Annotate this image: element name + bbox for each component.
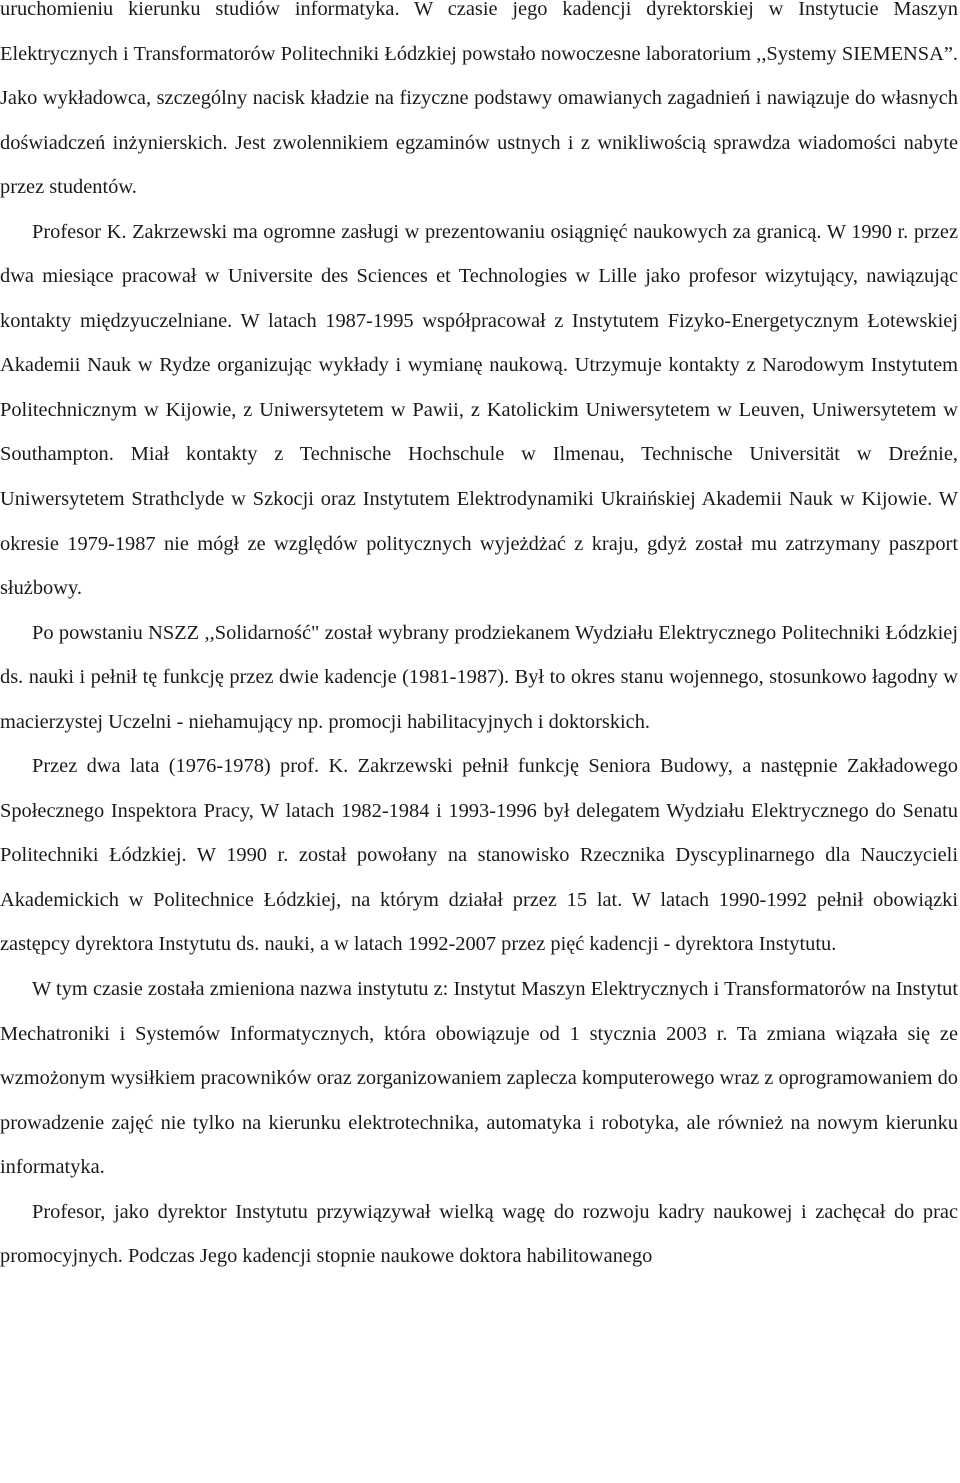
paragraph-3: Po powstaniu NSZZ ,,Solidarność" został wybrany prodziekanem Wydziału Elektrycznego Politechniki Łódzkiej ds. nauki i pełnił tę funkcję przez dwie kadencje (1981-1987). Był to okres stanu wojennego, stosunkowo łagodny w macierzystej Uczelni - niehamujący np. promocji habilitacyjnych i doktorskich. xyxy=(0,621,958,733)
paragraph-4: Przez dwa lata (1976-1978) prof. K. Zakrzewski pełnił funkcję Seniora Budowy, a następnie Zakładowego Społecznego Inspektora Pracy, W latach 1982-1984 i 1993-1996 był delegatem Wydziału Elektrycznego do Senatu Politechniki Łódzkiej. W 1990 r. został powołany na stanowisko Rzecznika Dyscyplinarnego dla Nauczycieli Akademickich w Politechnice Łódzkiej, na którym działał przez 15 lat. W latach 1990-1992 pełnił obowiązki zastępcy dyrektora Instytutu ds. nauki, a w latach 1992-2007 przez pięć kadencji - dyrektora Instytutu. xyxy=(0,755,958,956)
paragraph-5: W tym czasie została zmieniona nazwa instytutu z: Instytut Maszyn Elektrycznych i Transformatorów na Instytut Mechatroniki i Systemów Informatycznych, która obowiązuje od 1 stycznia 2003 r. Ta zmiana wiązała się ze wzmożonym wysiłkiem pracowników oraz zorganizowaniem zaplecza komputerowego wraz z oprogramowaniem do prowadzenie zajęć nie tylko na kierunku elektrotechnika, automatyka i robotyka, ale również na nowym kierunku informatyka. xyxy=(0,978,958,1179)
paragraph-2: Profesor K. Zakrzewski ma ogromne zasługi w prezentowaniu osiągnięć naukowych za granicą. W 1990 r. przez dwa miesiące pracował w Universite des Sciences et Technologies w Lille jako profesor wizytujący, nawiązując kontakty międzyuczelniane. W latach 1987-1995 współpracował z Instytutem Fizyko-Energetycznym Łotewskiej Akademii Nauk w Rydze organizując wykłady i wymianę naukową. Utrzymuje kontakty z Narodowym Instytutem Politechnicznym w Kijowie, z Uniwersytetem w Pawii, z Katolickim Uniwersytetem w Leuven, Uniwersytetem w Southampton. Miał kontakty z Technische Hochschule w Ilmenau, Technische Universität w Dreźnie, Uniwersytetem Strathclyde w Szkocji oraz Instytutem Elektrodynamiki Ukraińskiej Akademii Nauk w Kijowie. W okresie 1979-1987 nie mógł ze względów politycznych wyjeżdżać z kraju, gdyż został mu zatrzymany paszport służbowy. xyxy=(0,220,958,600)
paragraph-1: uruchomieniu kierunku studiów informatyka. W czasie jego kadencji dyrektorskiej w Instytucie Maszyn Elektrycznych i Transformatorów Politechniki Łódzkiej powstało nowoczesne laboratorium ,,Systemy SIEMENSA”. Jako wykładowca, szczególny nacisk kładzie na fizyczne podstawy omawianych zagadnień i nawiązuje do własnych doświadczeń inżynierskich. Jest zwolennikiem egzaminów ustnych i z wnikliwością sprawdza wiadomości nabyte przez studentów. xyxy=(0,0,958,199)
paragraph-6: Profesor, jako dyrektor Instytutu przywiązywał wielką wagę do rozwoju kadry naukowej i zachęcał do prac promocyjnych. Podczas Jego kadencji stopnie naukowe doktora habilitowanego xyxy=(0,1200,958,1268)
